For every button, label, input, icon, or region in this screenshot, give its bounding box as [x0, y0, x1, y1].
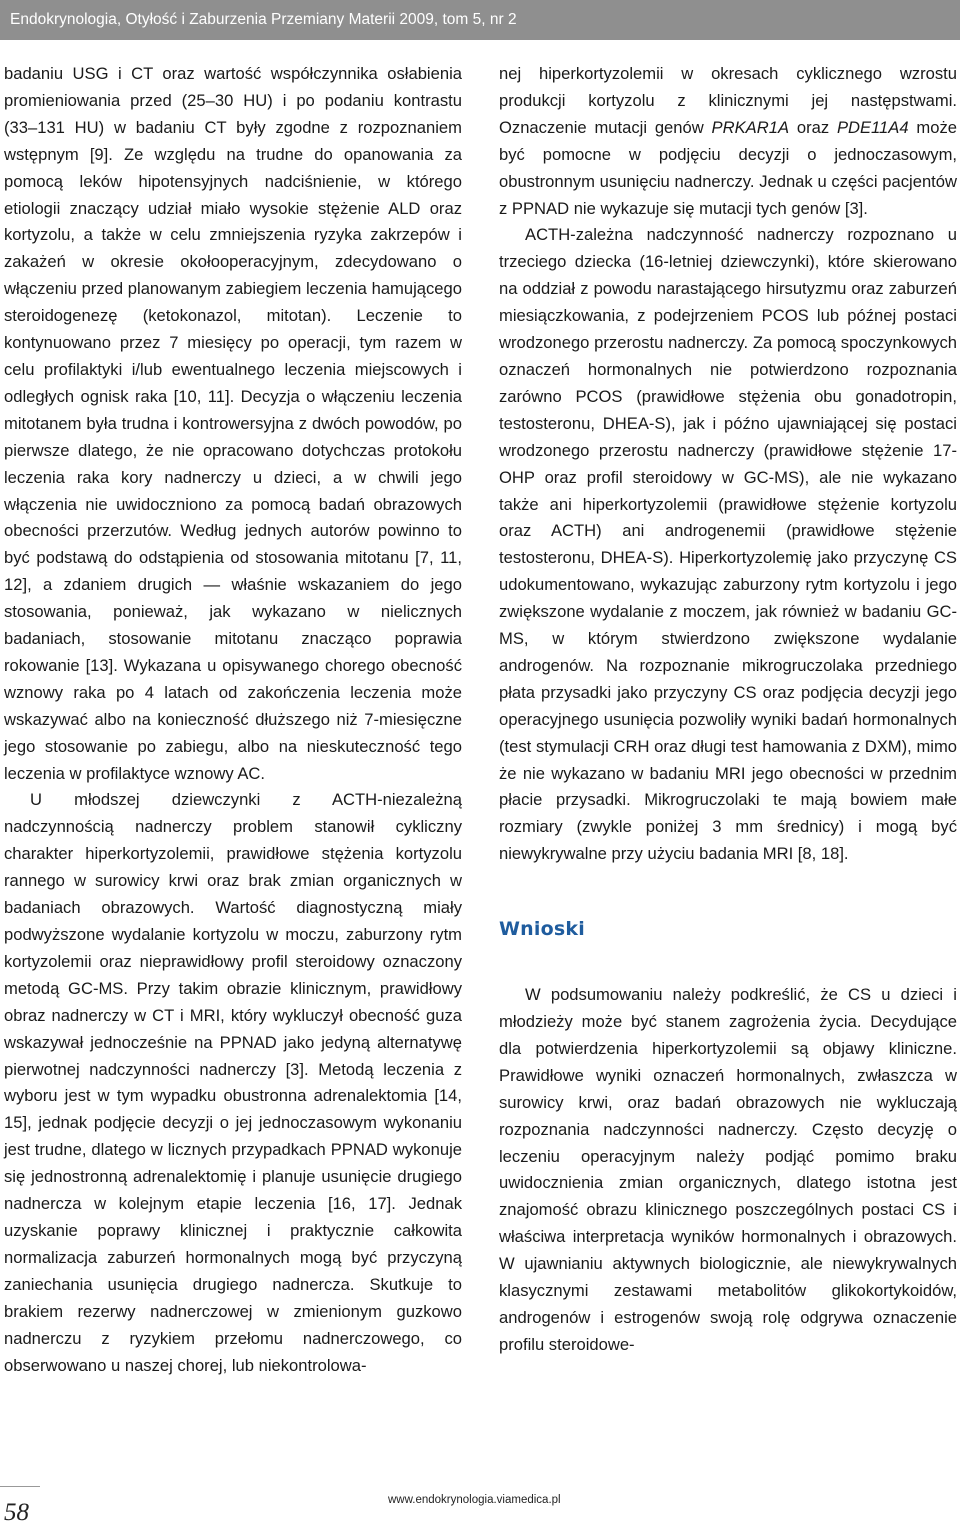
paragraph: U młodszej dziewczynki z ACTH-niezależną nadczynnością nadnerczy problem stanowił cykliczny charakter hiperkortyzolemii, prawidłowe stężenia kortyzolu rannego w surowicy krwi oraz brak zmian organicznych w badaniach obrazowych. Wartość diagnostyczną miały podwyższone wydalanie kortyzolu w moczu, zaburzony rytm kortyzolemii oraz nieprawidłowy profil steroidowy oznaczony metodą GC-MS. Przy takim obrazie klinicznym, prawidłowy obraz nadnerczy w CT i MRI, który wykluczył obecność guza wskazywał jednocześnie na PPNAD jako jedyną alternatywę pierwotnej nadczynności nadnerczy [3]. Metodą leczenia z wyboru jest w tym wypadku obustronna adrenalektomia [14, 15], jednak podjęcie decyzji o jej jednoczasowym wykonaniu jest trudne, dlatego w licznych przypadkach PPNAD wykonuje się jednostronną adrenalektomię i planuje usunięcie drugiego nadnercza w kolejnym etapie leczenia [16, 17]. Jednak uzyskanie poprawy klinicznej i praktycznie całkowita normalizacja zaburzeń hormonalnych mogą być przyczyną zaniechania usunięcia drugiego nadnercza. Skutkuje to brakiem rezerwy nadnerczowej w zmienionym guzkowo nadnerczu z ryzykiem przełomu nadnerczowego, co obserwowano u naszej chorej, lub niekontrolowa- — [4, 790, 462, 1375]
page-divider — [0, 1486, 40, 1487]
journal-citation: Endokrynologia, Otyłość i Zaburzenia Przemiany Materii 2009, tom 5, nr 2 — [10, 11, 517, 28]
right-column — [499, 61, 957, 1359]
paragraph: nej hiperkortyzolemii w okresach cyklicznego wzrostu produkcji kortyzolu z klinicznymi jej następstwami. Oznaczenie mutacji genów PRKAR1A oraz PDE11A4 może być pomocne w podjęciu decyzji o jednoczasowym, obustronnym usunięciu nadnerczy. Jednak u części pacjentów z PPNAD nie wykazuje się mutacji tych genów [3]. — [499, 64, 957, 218]
paragraph: ACTH-zależna nadczynność nadnerczy rozpoznano u trzeciego dziecka (16-letniej dziewczynki), które skierowano na oddział z powodu narastającego hirsutyzmu oraz zaburzeń miesiączkowania, z podejrzeniem PCOS lub późnej postaci wrodzonego przerostu nadnerczy. Za pomocą spoczynkowych oznaczeń hormonalnych nie potwierdzono rozpoznania zarówno PCOS (prawidłowe stężenia obu gonadotropin, testosteronu, DHEA-S), jak i późno ujawniającej się postaci wrodzonego przerostu nadnerczy (prawidłowe stężenie 17-OHP oraz profil steroidowy w GC-MS), ale nie wykazano także ani hiperkortyzolemii (prawidłowe stężenie kortyzolu oraz ACTH) ani androgenemii (prawidłowe stężenie testosteronu, DHEA-S). Hiperkortyzolemię jako przyczynę CS udokumentowano, wykazując zaburzony rytm kortyzolu i jego zwiększone wydalanie z moczem, jak również w badaniu GC-MS, w którym stwierdzono zwiększone wydalanie androgenów. Na rozpoznanie mikrogruczolaka przedniego płata przysadki jako przyczyny CS oraz podjęcia decyzji jego operacyjnego usunięcia pozwoliły wyniki badań hormonalnych (test stymulacji CRH oraz długi test hamowania z DXM), mimo że nie wykazano w badaniu MRI jego obecności w przednim płacie przysadki. Mikrogruczolaki te mają bowiem małe rozmiary (zwykle poniżej 3 mm średnicy) i mogą być niewykrywalne przy użyciu badania MRI [8, 18]. — [499, 225, 957, 864]
footer-url: www.endokrynologia.viamedica.pl — [388, 1494, 561, 1506]
section-heading: Wnioski — [499, 918, 585, 941]
paragraph: W podsumowaniu należy podkreślić, że CS u dzieci i młodzieży może być stanem zagrożenia życia. Decydujące dla potwierdzenia hiperkortyzolemii są objawy kliniczne. Prawidłowe wyniki oznaczeń hormonalnych, zwłaszcza w surowicy krwi, oraz badań obrazowych nie wykluczają rozpoznania nadczynności nadnerczy. Często decyzję o leczeniu operacyjnym należy podjąć pomimo braku uwidocznienia zmian organicznych, dlatego istotna jest znajomość obrazu klinicznego poszczególnych postaci CS i właściwa interpretacja wyników hormonalnych i obrazowych. W ujawnianiu aktywnych biologicznie, ale niewykrywalnych klasycznymi zestawami metabolitów glikokortykoidów, androgenów i estrogenów swoją rolę odgrywa oznaczenie profilu steroidowe- — [499, 985, 957, 1354]
journal-header — [0, 0, 960, 40]
page-number: 58 — [4, 1499, 29, 1526]
gene-name: PDE11A4 — [836, 117, 909, 137]
paragraph: badaniu USG i CT oraz wartość współczynnika osłabienia promieniowania przed (25–30 HU) i po podaniu kontrastu (33–131 HU) w badaniu CT były zgodne z rozpoznaniem wstępnym [9]. Ze względu na trudne do opanowania za pomocą leków hipotensyjnych nadciśnienie, w którego etiologii znaczący udział miało wysokie stężenie ALD oraz kortyzolu, a także w celu zmniejszenia ryzyka zakrzepów i zakażeń w okresie okołooperacyjnym, zdecydowano o włączeniu przed planowanym zabiegiem leczenia hamującego steroidogenezę (ketokonazol, mitotan). Leczenie to kontynuowano przez 7 miesięcy po operacji, tym razem w celu profilaktyki i/lub ewentualnego leczenia miejscowych i odległych ognisk raka [10, 11]. Decyzja o włączeniu leczenia mitotanem była trudna i kontrowersyjna z dwóch powodów, po pierwsze dlatego, że nie opracowano dotychczas protokołu leczenia raka kory nadnerczy u dzieci, a w chwili jego włączenia nie uwidoczniono za pomocą badań obrazowych obecności przerzutów. Według jednych autorów powinno to być podstawą do odstąpienia od stosowania mitotanu [7, 11, 12], a zdaniem drugich — właśnie wskazaniem do jego stosowania, ponieważ, jak wykazano w nielicznych badaniach, stosowanie mitotanu znacząco poprawia rokowanie [13]. Wykazana u opisywanego chorego obecność wznowy raka po 4 latach od zakończenia leczenia może wskazywać albo na konieczność dłuższego niż 7-miesięczne jego stosowanie po zabiegu, albo na nieskuteczność tego leczenia w profilaktyce wznowy AC. — [4, 64, 462, 783]
left-column — [4, 61, 462, 1379]
gene-name: PRKAR1A — [711, 117, 790, 137]
